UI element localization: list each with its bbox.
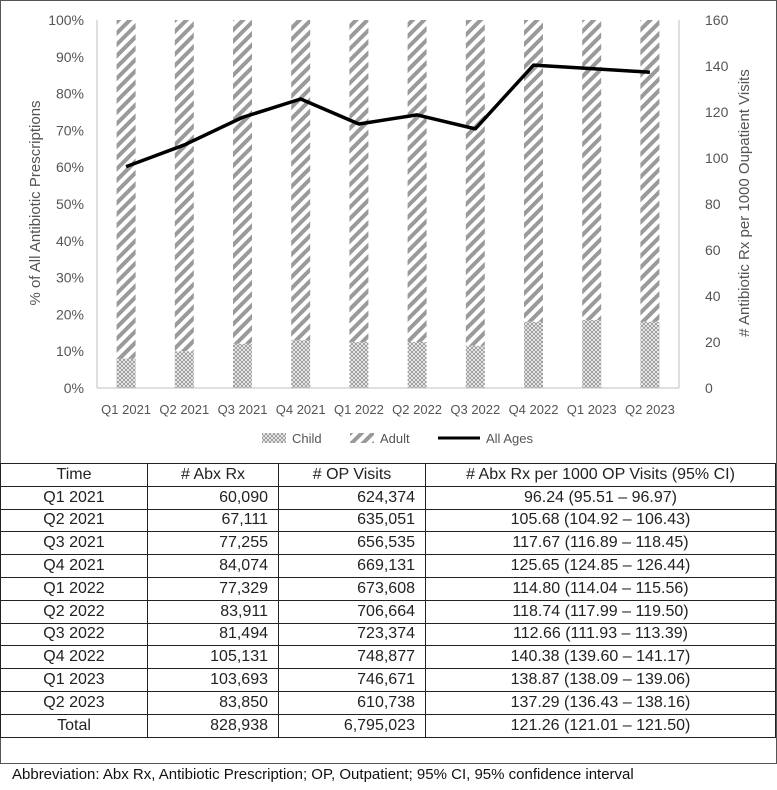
cell-op-visits: 673,608 xyxy=(279,577,426,600)
legend-swatch-child xyxy=(262,433,286,443)
cell-abx-rx: 60,090 xyxy=(148,486,279,509)
table-row xyxy=(1,600,776,623)
bar-child xyxy=(291,340,310,388)
cell-abx-rx: 81,494 xyxy=(148,623,279,646)
bar-child xyxy=(408,342,427,388)
table-row xyxy=(1,646,776,669)
cell-time: Q3 2022 xyxy=(1,623,148,646)
y-right-tick-label: 160 xyxy=(705,12,729,28)
bar-adult xyxy=(408,20,427,342)
column-header-time: Time xyxy=(1,464,148,487)
table-row xyxy=(1,509,776,532)
cell-abx-rx: 83,911 xyxy=(148,600,279,623)
y-left-tick-label: 80% xyxy=(55,85,84,102)
y-left-tick-label: 30% xyxy=(55,269,84,286)
cell-rate-ci: 105.68 (104.92 – 106.43) xyxy=(426,509,776,532)
cell-rate-ci: 114.80 (114.04 – 115.56) xyxy=(426,577,776,600)
y-left-tick-label: 50% xyxy=(55,196,84,212)
cell-time: Q4 2021 xyxy=(1,555,148,578)
bar-child xyxy=(233,344,252,388)
cell-abx-rx: 83,850 xyxy=(148,691,279,714)
bar-child xyxy=(175,351,194,388)
y-right-tick-label: 40 xyxy=(705,288,721,304)
cell-op-visits: 6,795,023 xyxy=(279,714,426,737)
table-row xyxy=(1,669,776,692)
table-row xyxy=(1,623,776,646)
y-axis-left-label: % of All Antibiotic Prescriptions xyxy=(27,100,44,306)
x-tick-label: Q1 2023 xyxy=(566,402,617,417)
cell-time: Q2 2023 xyxy=(1,691,148,714)
y-left-tick-label: 60% xyxy=(55,159,84,176)
legend-label-child: Child xyxy=(292,431,322,446)
table-row xyxy=(1,486,776,509)
y-right-tick-label: 0 xyxy=(705,380,713,396)
legend xyxy=(262,431,533,446)
cell-rate-ci: 137.29 (136.43 – 138.16) xyxy=(426,691,776,714)
bar-child xyxy=(349,342,368,388)
y-left-tick-label: 0% xyxy=(63,380,84,396)
cell-rate-ci: 96.24 (95.51 – 96.97) xyxy=(426,486,776,509)
cell-op-visits: 610,738 xyxy=(279,691,426,714)
table-row xyxy=(1,532,776,555)
cell-rate-ci: 118.74 (117.99 – 119.50) xyxy=(426,600,776,623)
y-left-tick-label: 20% xyxy=(55,306,84,323)
y-left-tick-label: 70% xyxy=(55,122,84,139)
legend-label-all-ages: All Ages xyxy=(486,431,533,446)
bar-child xyxy=(582,320,601,388)
y-axis-right-label: # Antibiotic Rx per 1000 Oupatient Visits xyxy=(736,69,753,337)
cell-op-visits: 706,664 xyxy=(279,600,426,623)
data-table xyxy=(0,463,776,738)
cell-op-visits: 635,051 xyxy=(279,509,426,532)
bar-adult xyxy=(466,20,485,346)
cell-op-visits: 748,877 xyxy=(279,646,426,669)
x-tick-label: Q2 2023 xyxy=(624,402,675,417)
cell-abx-rx: 828,938 xyxy=(148,714,279,737)
table-row xyxy=(1,555,776,578)
cell-abx-rx: 103,693 xyxy=(148,669,279,692)
table-header-row xyxy=(1,464,776,487)
cell-op-visits: 624,374 xyxy=(279,486,426,509)
bar-adult xyxy=(640,20,659,322)
y-right-tick-label: 60 xyxy=(705,242,721,258)
y-left-tick-label: 100% xyxy=(48,12,84,28)
x-tick-label: Q4 2022 xyxy=(508,402,559,417)
table-total-row xyxy=(1,714,776,737)
y-right-tick-label: 20 xyxy=(705,334,721,350)
cell-rate-ci: 117.67 (116.89 – 118.45) xyxy=(426,532,776,555)
cell-rate-ci: 121.26 (121.01 – 121.50) xyxy=(426,714,776,737)
column-header-op-visits: # OP Visits xyxy=(279,464,426,487)
x-tick-label: Q1 2021 xyxy=(101,402,152,417)
legend-label-adult: Adult xyxy=(380,431,410,446)
line-all-ages xyxy=(126,65,650,167)
y-right-tick-label: 80 xyxy=(705,196,721,212)
y-left-tick-label: 90% xyxy=(55,48,84,65)
x-tick-label: Q2 2021 xyxy=(159,402,210,417)
table-row xyxy=(1,691,776,714)
cell-abx-rx: 77,255 xyxy=(148,532,279,555)
cell-time: Q3 2021 xyxy=(1,532,148,555)
cell-time: Q1 2021 xyxy=(1,486,148,509)
x-tick-label: Q3 2022 xyxy=(450,402,501,417)
y-right-tick-label: 140 xyxy=(705,58,729,74)
cell-time: Q2 2022 xyxy=(1,600,148,623)
cell-time: Q2 2021 xyxy=(1,509,148,532)
footnote: Abbreviation: Abx Rx, Antibiotic Prescription; OP, Outpatient; 95% CI, 95% confidence interval xyxy=(12,766,634,783)
cell-time: Q1 2023 xyxy=(1,669,148,692)
x-tick-label: Q2 2022 xyxy=(392,402,443,417)
cell-rate-ci: 125.65 (124.85 – 126.44) xyxy=(426,555,776,578)
bar-adult xyxy=(291,20,310,340)
x-tick-label: Q1 2022 xyxy=(333,402,384,417)
bar-adult xyxy=(582,20,601,320)
cell-time: Total xyxy=(1,714,148,737)
bar-child xyxy=(524,322,543,388)
bar-child xyxy=(640,322,659,388)
cell-rate-ci: 112.66 (111.93 – 113.39) xyxy=(426,623,776,646)
cell-abx-rx: 105,131 xyxy=(148,646,279,669)
column-header-abx-rx: # Abx Rx xyxy=(148,464,279,487)
y-right-tick-label: 120 xyxy=(705,104,729,120)
bar-child xyxy=(466,346,485,388)
cell-op-visits: 746,671 xyxy=(279,669,426,692)
cell-time: Q4 2022 xyxy=(1,646,148,669)
cell-op-visits: 656,535 xyxy=(279,532,426,555)
column-header-rate-ci: # Abx Rx per 1000 OP Visits (95% CI) xyxy=(426,464,776,487)
legend-swatch-adult xyxy=(350,433,374,443)
cell-abx-rx: 84,074 xyxy=(148,555,279,578)
y-right-tick-label: 100 xyxy=(705,150,729,166)
cell-op-visits: 723,374 xyxy=(279,623,426,646)
bar-adult xyxy=(233,20,252,344)
bar-adult xyxy=(117,20,136,359)
cell-rate-ci: 138.87 (138.09 – 139.06) xyxy=(426,669,776,692)
bar-child xyxy=(117,359,136,388)
bar-adult xyxy=(349,20,368,342)
cell-abx-rx: 67,111 xyxy=(148,509,279,532)
y-left-tick-label: 10% xyxy=(55,343,84,360)
cell-time: Q1 2022 xyxy=(1,577,148,600)
cell-rate-ci: 140.38 (139.60 – 141.17) xyxy=(426,646,776,669)
cell-op-visits: 669,131 xyxy=(279,555,426,578)
table-row xyxy=(1,577,776,600)
cell-abx-rx: 77,329 xyxy=(148,577,279,600)
y-left-tick-label: 40% xyxy=(55,232,84,249)
bar-adult xyxy=(175,20,194,351)
x-tick-label: Q4 2021 xyxy=(275,402,326,417)
x-tick-label: Q3 2021 xyxy=(217,402,268,417)
